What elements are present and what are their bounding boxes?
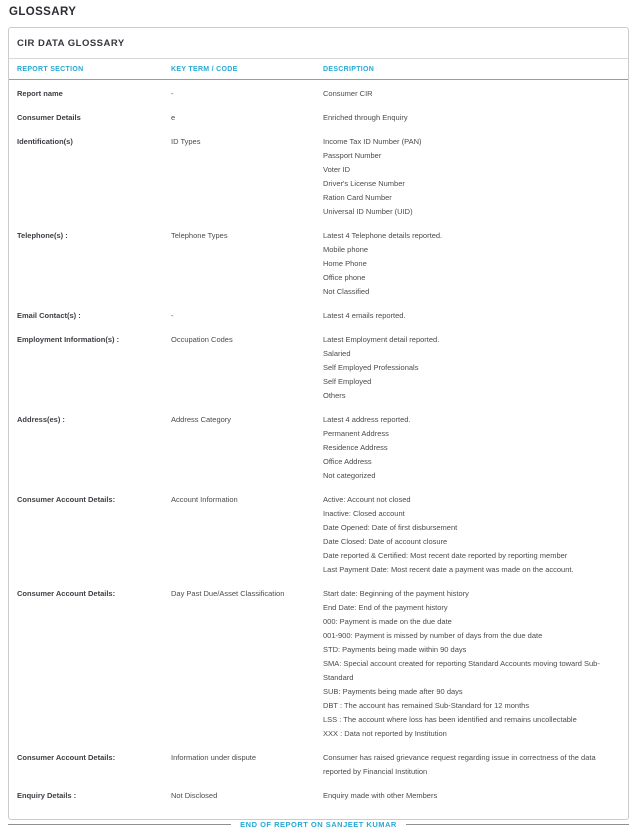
table-row <box>17 582 620 746</box>
description-cell <box>323 493 620 577</box>
report-section-cell: Enquiry Details : <box>17 791 77 800</box>
key-term-cell: ID Types <box>171 137 201 146</box>
description-cell <box>323 587 620 741</box>
description-line: XXX : Data not reported by Institution <box>323 729 447 738</box>
glossary-column-header-row <box>9 59 628 80</box>
description-cell <box>323 333 620 403</box>
description-line: Latest 4 Telephone details reported. <box>323 231 443 240</box>
description-line: Latest Employment detail reported. <box>323 335 440 344</box>
description-line: Self Employed Professionals <box>323 363 419 372</box>
table-row <box>17 106 620 130</box>
description-line: Active: Account not closed <box>323 495 411 504</box>
table-row <box>17 224 620 304</box>
glossary-card <box>8 27 629 820</box>
description-line: Date Closed: Date of account closure <box>323 537 448 546</box>
description-line: Self Employed <box>323 377 372 386</box>
description-line: STD: Payments being made within 90 days <box>323 645 467 654</box>
description-line: Universal ID Number (UID) <box>323 207 413 216</box>
footer-rule-right <box>406 824 629 825</box>
description-line: 000: Payment is made on the due date <box>323 617 452 626</box>
description-line: Enriched through Enquiry <box>323 113 408 122</box>
key-term-cell: - <box>171 89 174 98</box>
report-section-cell: Address(es) : <box>17 415 65 424</box>
description-line: Residence Address <box>323 443 388 452</box>
report-section-cell: Consumer Account Details: <box>17 753 116 762</box>
description-line: Home Phone <box>323 259 367 268</box>
key-term-cell: Address Category <box>171 415 232 424</box>
key-term-cell: - <box>171 311 174 320</box>
description-line: Last Payment Date: Most recent date a payment was made on the account. <box>323 565 574 574</box>
description-cell <box>323 135 620 219</box>
key-term-cell: Information under dispute <box>171 753 257 762</box>
report-section-cell: Telephone(s) : <box>17 231 68 240</box>
table-row <box>17 304 620 328</box>
description-line: End Date: End of the payment history <box>323 603 448 612</box>
description-cell <box>323 87 620 101</box>
description-line: Passport Number <box>323 151 382 160</box>
description-line: Voter ID <box>323 165 351 174</box>
key-term-cell: Account Information <box>171 495 238 504</box>
description-line: Office Address <box>323 457 372 466</box>
description-line: Enquiry made with other Members <box>323 791 438 800</box>
description-line: LSS : The account where loss has been identified and remains uncollectable <box>323 715 577 724</box>
description-line: SUB: Payments being made after 90 days <box>323 687 463 696</box>
key-term-cell: Occupation Codes <box>171 335 233 344</box>
report-section-cell: Identification(s) <box>17 137 73 146</box>
table-row <box>17 82 620 106</box>
description-line: Not categorized <box>323 471 376 480</box>
key-term-cell: Day Past Due/Asset Classification <box>171 589 285 598</box>
description-line: Driver's License Number <box>323 179 405 188</box>
description-line: Consumer has raised grievance request regarding issue in correctness of the data reported by Financial Institution <box>323 753 596 776</box>
description-line: Date reported & Certified: Most recent date reported by reporting member <box>323 551 568 560</box>
report-section-cell: Consumer Details <box>17 113 81 122</box>
description-line: Consumer CIR <box>323 89 373 98</box>
description-line: Inactive: Closed account <box>323 509 405 518</box>
description-line: Not Classified <box>323 287 370 296</box>
description-line: DBT : The account has remained Sub-Standard for 12 months <box>323 701 530 710</box>
glossary-card-title: CIR DATA GLOSSARY <box>9 28 628 59</box>
description-line: Office phone <box>323 273 366 282</box>
report-section-cell: Report name <box>17 89 63 98</box>
column-header-description: DESCRIPTION <box>323 66 375 73</box>
description-cell <box>323 111 620 125</box>
column-header-key-term: KEY TERM / CODE <box>171 66 238 73</box>
description-line: Start date: Beginning of the payment history <box>323 589 469 598</box>
table-row <box>17 328 620 408</box>
description-line: Date Opened: Date of first disbursement <box>323 523 458 532</box>
end-of-report-footer <box>8 820 629 829</box>
description-line: Mobile phone <box>323 245 369 254</box>
description-line: Ration Card Number <box>323 193 392 202</box>
description-line: Permanent Address <box>323 429 389 438</box>
footer-rule-left <box>8 824 231 825</box>
description-line: Salaried <box>323 349 351 358</box>
report-section-cell: Email Contact(s) : <box>17 311 81 320</box>
description-cell <box>323 751 620 779</box>
description-line: Latest 4 address reported. <box>323 415 411 424</box>
description-line: SMA: Special account created for reporting Standard Accounts moving toward Sub-Standard <box>323 659 600 682</box>
report-section-cell: Consumer Account Details: <box>17 589 116 598</box>
glossary-rows <box>9 80 628 819</box>
table-row <box>17 130 620 224</box>
description-cell <box>323 789 620 803</box>
description-cell <box>323 413 620 483</box>
table-row <box>17 746 620 784</box>
key-term-cell: e <box>171 113 176 122</box>
end-of-report-text: END OF REPORT ON SANJEET KUMAR <box>240 820 397 829</box>
table-row <box>17 488 620 582</box>
description-cell <box>323 229 620 299</box>
description-line: Others <box>323 391 346 400</box>
description-cell <box>323 309 620 323</box>
column-header-report-section: REPORT SECTION <box>17 66 84 73</box>
description-line: Latest 4 emails reported. <box>323 311 406 320</box>
key-term-cell: Not Disclosed <box>171 791 218 800</box>
report-section-cell: Employment Information(s) : <box>17 335 120 344</box>
description-line: 001-900: Payment is missed by number of days from the due date <box>323 631 543 640</box>
description-line: Income Tax ID Number (PAN) <box>323 137 422 146</box>
report-section-cell: Consumer Account Details: <box>17 495 116 504</box>
table-row <box>17 784 620 808</box>
table-row <box>17 408 620 488</box>
key-term-cell: Telephone Types <box>171 231 228 240</box>
page-title: GLOSSARY <box>9 6 77 18</box>
